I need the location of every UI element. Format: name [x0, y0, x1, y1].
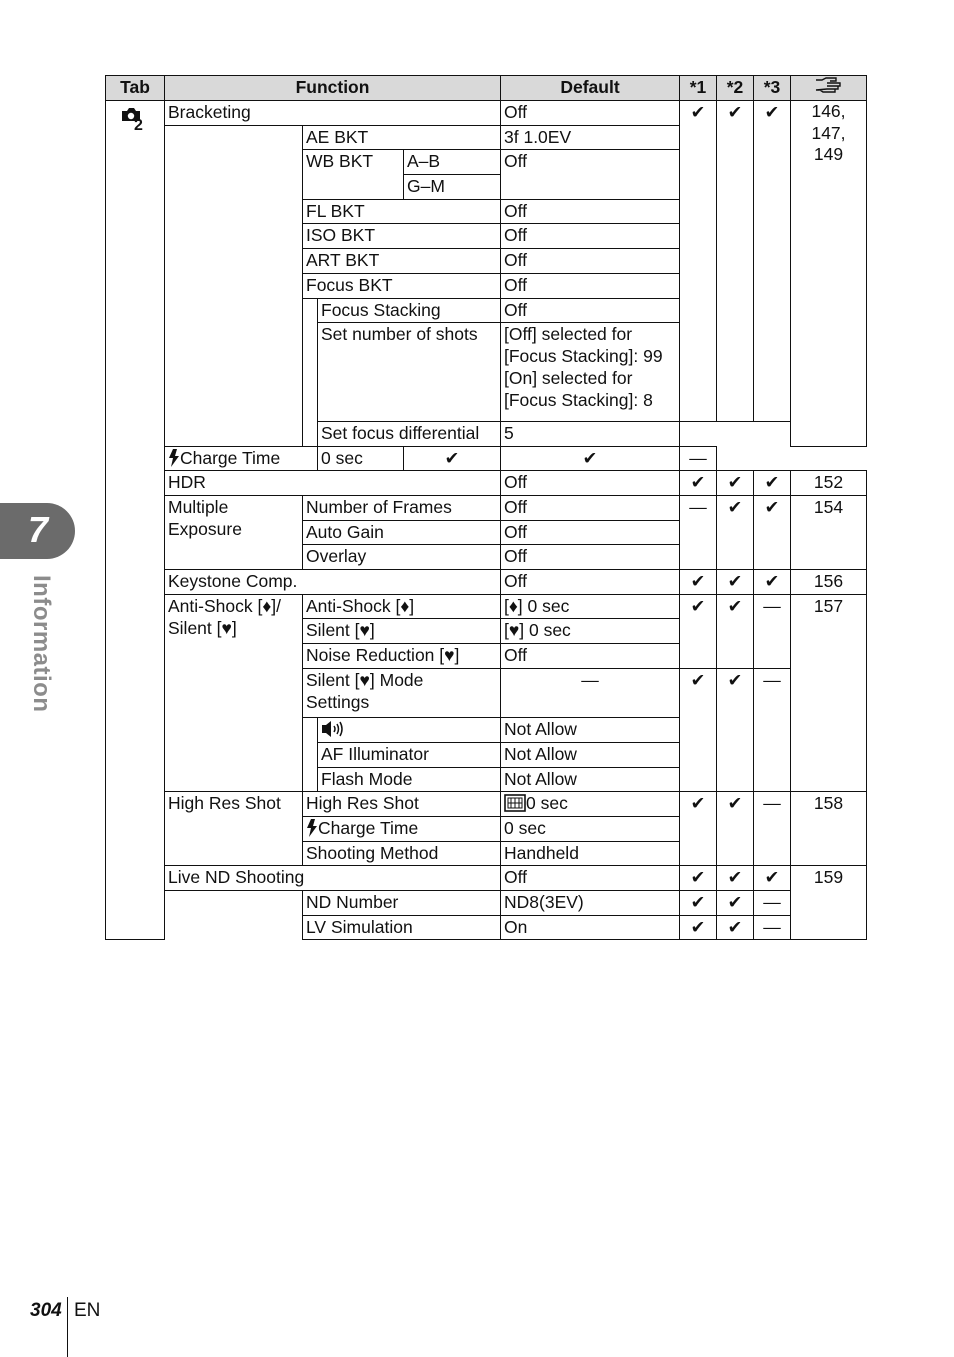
self-timer-icon — [504, 794, 526, 812]
wb-bkt-gm: G–M — [404, 175, 501, 200]
ae-bkt-default: 3f 1.0EV — [501, 125, 680, 150]
hdr-pages: 152 — [791, 471, 867, 496]
nd-number-label: ND Number — [303, 891, 501, 916]
col2-check: ✔ — [717, 792, 754, 866]
silent-default: [♥] 0 sec — [501, 619, 680, 644]
col2-check: ✔ — [717, 570, 754, 595]
shoot-method-label: Shooting Method — [303, 841, 501, 866]
col1-check: ✔ — [680, 866, 717, 891]
live-nd-default: Off — [501, 866, 680, 891]
settings-table — [105, 75, 867, 940]
hr-charge-cell — [303, 816, 501, 841]
beep-cell — [318, 718, 501, 743]
pointing-hand-icon — [814, 77, 844, 93]
fl-bkt-label: FL BKT — [303, 199, 501, 224]
col1-check: ✔ — [680, 570, 717, 595]
anti-shock-label: Anti-Shock [♦] — [303, 594, 501, 619]
keystone-label: Keystone Comp. — [165, 570, 501, 595]
high-res-label: High Res Shot — [303, 792, 501, 817]
col3-dash: — — [754, 915, 791, 940]
wb-bkt-ab: A–B — [404, 150, 501, 175]
high-res-default: 0 sec — [526, 793, 568, 814]
header-col3: *3 — [754, 76, 791, 101]
chapter-tab — [0, 503, 75, 559]
col3-dash: — — [680, 446, 717, 471]
num-frames-default: Off — [501, 496, 680, 521]
hdr-default: Off — [501, 471, 680, 496]
anti-shock-pages: 157 — [791, 594, 867, 792]
multi-exp-label: Multiple Exposure — [165, 496, 303, 570]
multi-exp-pages: 154 — [791, 496, 867, 570]
col1-check: ✔ — [680, 594, 717, 668]
set-diff-default: 5 — [501, 421, 680, 446]
col3-dash: — — [754, 792, 791, 866]
art-bkt-default: Off — [501, 249, 680, 274]
footer-divider — [67, 1297, 68, 1357]
anti-shock-default: [♦] 0 sec — [501, 594, 680, 619]
section-label: Information — [28, 575, 55, 713]
header-col1: *1 — [680, 76, 717, 101]
af-illum-default: Not Allow — [501, 742, 680, 767]
lv-sim-default: On — [501, 915, 680, 940]
auto-gain-label: Auto Gain — [303, 520, 501, 545]
header-col2: *2 — [717, 76, 754, 101]
flash-mode-label: Flash Mode — [318, 767, 501, 792]
col3-check: ✔ — [754, 496, 791, 570]
col3-check: ✔ — [754, 866, 791, 891]
focus-stacking-default: Off — [501, 298, 680, 323]
focus-stacking-label: Focus Stacking — [318, 298, 501, 323]
flash-charge-icon — [306, 819, 318, 837]
keystone-default: Off — [501, 570, 680, 595]
set-diff-label: Set focus differential — [318, 421, 501, 446]
col1-dash: — — [680, 496, 717, 570]
set-shots-label: Set number of shots — [318, 323, 501, 422]
col1-check: ✔ — [680, 101, 717, 422]
table-header-row — [106, 76, 867, 101]
focus-bkt-default: Off — [501, 273, 680, 298]
charge-time-default: 0 sec — [318, 446, 404, 471]
header-default: Default — [501, 76, 680, 101]
col3-check: ✔ — [754, 471, 791, 496]
col3-check: ✔ — [754, 570, 791, 595]
high-res-group-label: High Res Shot — [165, 792, 303, 866]
wb-bkt-label: WB BKT — [303, 150, 404, 199]
high-res-default-cell — [501, 792, 680, 817]
fl-bkt-default: Off — [501, 199, 680, 224]
col2-check: ✔ — [717, 668, 754, 791]
col2-check: ✔ — [717, 891, 754, 916]
shoot-method-default: Handheld — [501, 841, 680, 866]
set-shots-default: [Off] selected for [Focus Stacking]: 99 [On] selected for [Focus Stacking]: 8 — [501, 323, 680, 422]
col1-check: ✔ — [680, 915, 717, 940]
col1-check: ✔ — [404, 446, 501, 471]
indent-cell — [303, 718, 318, 792]
header-function: Function — [165, 76, 501, 101]
art-bkt-label: ART BKT — [303, 249, 501, 274]
iso-bkt-default: Off — [501, 224, 680, 249]
bracketing-pages: 146, 147, 149 — [791, 101, 867, 447]
nd-number-default: ND8(3EV) — [501, 891, 680, 916]
live-nd-pages: 159 — [791, 866, 867, 940]
ae-bkt-label: AE BKT — [303, 125, 501, 150]
auto-gain-default: Off — [501, 520, 680, 545]
focus-bkt-label: Focus BKT — [303, 273, 501, 298]
col2-check: ✔ — [717, 866, 754, 891]
header-ref — [791, 76, 867, 101]
chapter-number: 7 — [28, 509, 49, 550]
col1-check: ✔ — [680, 668, 717, 791]
flash-charge-icon — [168, 449, 180, 467]
spacer — [165, 125, 303, 446]
lv-sim-label: LV Simulation — [303, 915, 501, 940]
hr-charge-default: 0 sec — [501, 816, 680, 841]
wb-bkt-default: Off — [501, 150, 680, 199]
tab-cell — [106, 101, 165, 940]
live-nd-label: Live ND Shooting — [165, 866, 501, 891]
charge-time-label: Charge Time — [180, 447, 281, 468]
overlay-default: Off — [501, 545, 680, 570]
table-row — [106, 101, 867, 126]
header-tab: Tab — [106, 76, 165, 101]
language-code: EN — [74, 1300, 101, 1321]
high-res-pages: 158 — [791, 792, 867, 866]
col3-dash: — — [754, 594, 791, 668]
col3-check: ✔ — [754, 101, 791, 422]
beep-default: Not Allow — [501, 718, 680, 743]
noise-reduction-default: Off — [501, 644, 680, 669]
col1-check: ✔ — [680, 792, 717, 866]
anti-shock-group-label: Anti-Shock [♦]/ Silent [♥] — [165, 594, 303, 792]
af-illum-label: AF Illuminator — [318, 742, 501, 767]
col2-check: ✔ — [717, 471, 754, 496]
speaker-beep-icon — [321, 720, 347, 738]
hr-charge-label: Charge Time — [318, 817, 419, 838]
col3-dash: — — [754, 891, 791, 916]
noise-reduction-label: Noise Reduction [♥] — [303, 644, 501, 669]
col2-check: ✔ — [501, 446, 680, 471]
indent-cell — [303, 298, 318, 446]
page-number: 304 — [30, 1300, 62, 1321]
charge-time-cell — [165, 446, 318, 471]
flash-mode-default: Not Allow — [501, 767, 680, 792]
col2-check: ✔ — [717, 915, 754, 940]
num-frames-label: Number of Frames — [303, 496, 501, 521]
silent-label: Silent [♥] — [303, 619, 501, 644]
col1-check: ✔ — [680, 891, 717, 916]
bracketing-label: Bracketing — [165, 101, 501, 126]
col2-check: ✔ — [717, 101, 754, 422]
iso-bkt-label: ISO BKT — [303, 224, 501, 249]
silent-mode-label: Silent [♥] Mode Settings — [303, 668, 501, 717]
hdr-label: HDR — [165, 471, 501, 496]
shooting-menu-2-icon: 2 — [120, 105, 144, 131]
col2-check: ✔ — [717, 594, 754, 668]
silent-mode-default: — — [501, 668, 680, 717]
col3-dash: — — [754, 668, 791, 791]
keystone-pages: 156 — [791, 570, 867, 595]
col1-check: ✔ — [680, 471, 717, 496]
overlay-label: Overlay — [303, 545, 501, 570]
col2-check: ✔ — [717, 496, 754, 570]
bracketing-default: Off — [501, 101, 680, 126]
spacer — [165, 891, 303, 940]
